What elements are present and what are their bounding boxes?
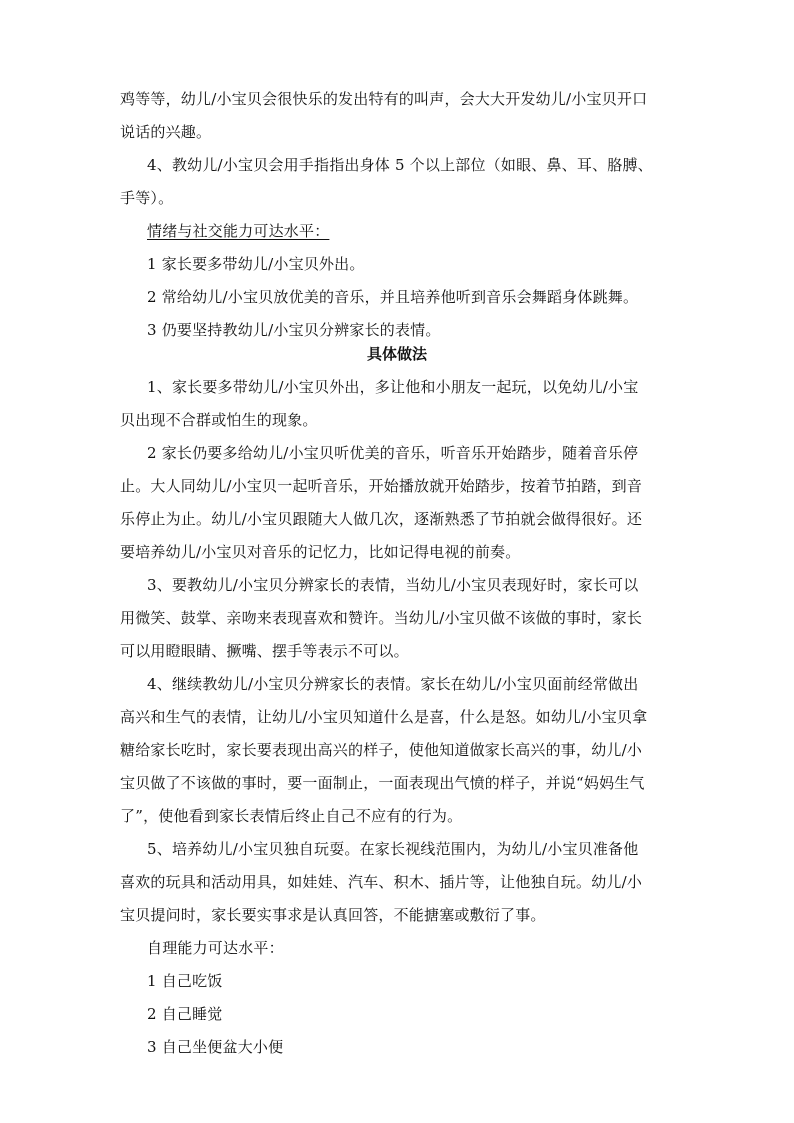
paragraph-line: 1、家长要多带幼儿/小宝贝外出，多让他和小朋友一起玩，以免幼儿/小宝 bbox=[147, 378, 639, 396]
paragraph-line: 糖给家长吃时，家长要表现出高兴的样子，使他知道做家长高兴的事，幼儿/小 bbox=[120, 741, 643, 759]
paragraph-line: 乐停止为止。幼儿/小宝贝跟随大人做几次，逐渐熟悉了节拍就会做得很好。还 bbox=[120, 510, 643, 528]
paragraph-line: 贝出现不合群或怕生的现象。 bbox=[120, 411, 318, 429]
paragraph-line: 鸡等等，幼儿/小宝贝会很快乐的发出特有的叫声，会大大开发幼儿/小宝贝开口 bbox=[120, 90, 648, 108]
list-item: 1 家长要多带幼儿/小宝贝外出。 bbox=[147, 255, 365, 273]
paragraph-line: 了”，使他看到家长表情后终止自己不应有的行为。 bbox=[120, 807, 463, 825]
paragraph-line: 4、继续教幼儿/小宝贝分辨家长的表情。家长在幼儿/小宝贝面前经常做出 bbox=[147, 675, 639, 693]
paragraph-line: 手等）。 bbox=[120, 189, 174, 207]
list-item: 3 仍要坚持教幼儿/小宝贝分辨家长的表情。 bbox=[147, 321, 441, 339]
list-item: 1 自己吃饭 bbox=[147, 972, 223, 990]
paragraph-line: 高兴和生气的表情，让幼儿/小宝贝知道什么是喜，什么是怒。如幼儿/小宝贝拿 bbox=[120, 708, 648, 726]
list-item: 2 常给幼儿/小宝贝放优美的音乐，并且培养他听到音乐会舞蹈身体跳舞。 bbox=[147, 288, 639, 306]
paragraph-line: 宝贝提问时，家长要实事求是认真回答，不能搪塞或敷衍了事。 bbox=[120, 906, 546, 924]
paragraph-line: 可以用瞪眼睛、撅嘴、摆手等表示不可以。 bbox=[120, 642, 409, 660]
section-heading: 具体做法 bbox=[366, 345, 427, 363]
paragraph-line: 要培养幼儿/小宝贝对音乐的记忆力，比如记得电视的前奏。 bbox=[120, 543, 521, 561]
paragraph-line: 说话的兴趣。 bbox=[120, 123, 212, 141]
paragraph-line: 止。大人同幼儿/小宝贝一起听音乐，开始播放就开始踏步，按着节拍踏，到音 bbox=[120, 477, 643, 495]
paragraph-line: 4、教幼儿/小宝贝会用手指指出身体 5 个以上部位（如眼、鼻、耳、胳膊、 bbox=[147, 156, 653, 174]
paragraph-line: 喜欢的玩具和活动用具，如娃娃、汽车、积木、插片等，让他独自玩。幼儿/小 bbox=[120, 873, 643, 891]
paragraph-line: 宝贝做了不该做的事时，要一面制止，一面表现出气愤的样子，并说“妈妈生气 bbox=[120, 774, 645, 792]
list-item: 3 自己坐便盆大小便 bbox=[147, 1038, 284, 1056]
section-label: 自理能力可达水平： bbox=[147, 939, 284, 957]
paragraph-line: 3、要教幼儿/小宝贝分辨家长的表情，当幼儿/小宝贝表现好时，家长可以 bbox=[147, 576, 639, 594]
paragraph-line: 2 家长仍要多给幼儿/小宝贝听优美的音乐，听音乐开始踏步，随着音乐停 bbox=[147, 444, 639, 462]
paragraph-line: 用微笑、鼓掌、亲吻来表现喜欢和赞许。当幼儿/小宝贝做不该做的事时，家长 bbox=[120, 609, 643, 627]
section-label: 情绪与社交能力可达水平： bbox=[147, 222, 330, 240]
paragraph-line: 5、培养幼儿/小宝贝独自玩耍。在家长视线范围内，为幼儿/小宝贝准备他 bbox=[147, 840, 639, 858]
list-item: 2 自己睡觉 bbox=[147, 1005, 223, 1023]
